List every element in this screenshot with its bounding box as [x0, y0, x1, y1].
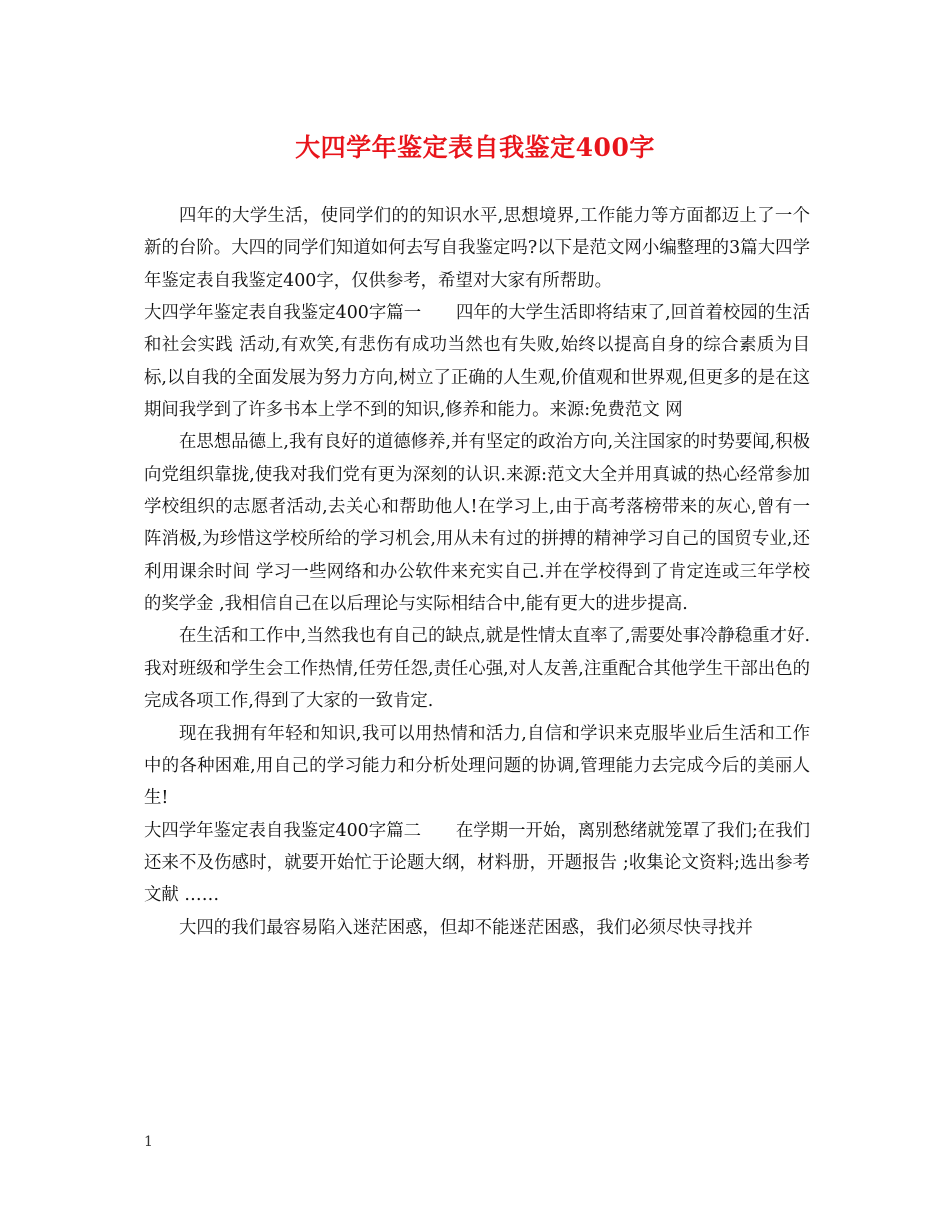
document-title: 大四学年鉴定表自我鉴定400字 — [295, 133, 655, 162]
paragraph: 现在我拥有年轻和知识,我可以用热情和活力,自信和学识来克服毕业后生活和工作中的各种困难,用自己的学习能力和分析处理问题的协调,管理能力去完成今后的美丽人生! — [144, 723, 810, 809]
document-body — [144, 200, 810, 944]
paragraph: 在思想品德上,我有良好的道德修养,并有坚定的政治方向,关注国家的时势要闻,积极向党组织靠拢,使我对我们党有更为深刻的认识.来源:范文大全并用真诚的热心经常参加学校组织的志愿者活动,去关心和帮助他人!在学习上,由于高考落榜带来的灰心,曾有一阵消极,为珍惜这学校所给的学习机会,用从未有过的拼搏的精神学习自己的国贸专业,还利用课余时间 学习一些网络和办公软件来充实自己.并在学校得到了肯定连或三年学校的奖学金 ,我相信自己在以后理论与实际相结合中,能有更大的进步提高. — [144, 432, 810, 615]
paragraph: 四年的大学生活，使同学们的的知识水平,思想境界,工作能力等方面都迈上了一个新的台阶。大四的同学们知道如何去写自我鉴定吗?以下是范文网小编整理的3篇大四学年鉴定表自我鉴定400字，仅供参考，希望对大家有所帮助。 — [144, 206, 810, 291]
paragraph: 大四的我们最容易陷入迷茫困惑，但却不能迷茫困惑，我们必须尽快寻找并 — [179, 917, 753, 938]
paragraph: 大四学年鉴定表自我鉴定400字篇二 在学期一开始，离别愁绪就笼罩了我们;在我们还来不及伤感时，就要开始忙于论题大纲，材料册，开题报告 ;收集论文资料;选出参考文献 …… — [144, 820, 810, 906]
page-number: 1 — [144, 1134, 153, 1150]
paragraph: 在生活和工作中,当然我也有自己的缺点,就是性情太直率了,需要处事冷静稳重才好.我对班级和学生会工作热情,任劳任怨,责任心强,对人友善,注重配合其他学生干部出色的完成各项工作,得到了大家的一致肯定. — [144, 626, 810, 712]
paragraph: 大四学年鉴定表自我鉴定400字篇一 四年的大学生活即将结束了,回首着校园的生活和社会实践 活动,有欢笑,有悲伤有成功当然也有失败,始终以提高自身的综合素质为目标,以自我的全面发展为努力方向,树立了正确的人生观,价值观和世界观,但更多的是在这期间我学到了许多书本上学不到的知识,修养和能力。来源:免费范文 网 — [144, 303, 810, 421]
